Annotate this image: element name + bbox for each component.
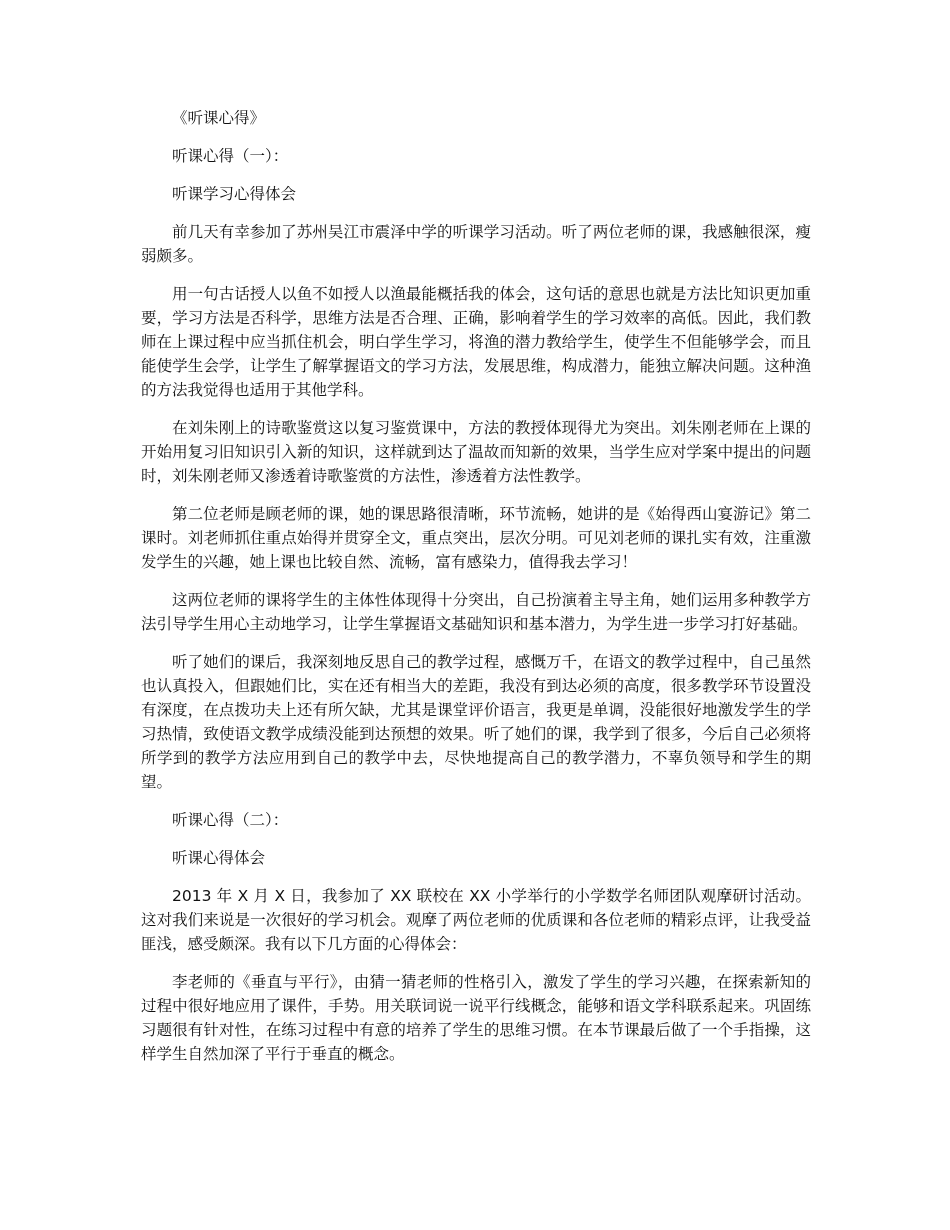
paragraph: 这两位老师的课将学生的主体性体现得十分突出，自己扮演着主导主角，她们运用多种教学方法引导学生用心主动地学习，让学生掌握语文基础知识和基本潜力，为学生进一步学习打好基础。 (141, 591, 811, 633)
paragraph: 在刘朱刚上的诗歌鉴赏这以复习鉴赏课中，方法的教授体现得尤为突出。刘朱刚老师在上课的开始用复习旧知识引入新的知识，这样就到达了温故而知新的效果，当学生应对学案中提出的问题时，刘朱刚老师又渗透着诗歌鉴赏的方法性，渗透着方法性教学。 (141, 419, 811, 485)
section-heading-2: 听课心得（二）： (172, 811, 289, 829)
paragraph: 前几天有幸参加了苏州吴江市震泽中学的听课学习活动。听了两位老师的课，我感触很深，瘦弱颇多。 (141, 223, 811, 265)
section-heading-1: 听课心得（一）： (172, 147, 289, 165)
section-subheading-2: 听课心得体会 (172, 849, 266, 867)
paragraph: 2013 年 X 月 X 日，我参加了 XX 联校在 XX 小学举行的小学数学名师团队观摩研讨活动。这对我们来说是一次很好的学习机会。观摩了两位老师的优质课和各位老师的精彩点评，让我受益匪浅，感受颇深。我有以下几方面的心得体会： (141, 887, 811, 953)
paragraph: 听了她们的课后，我深刻地反思自己的教学过程，感慨万千，在语文的教学过程中，自己虽然也认真投入，但跟她们比，实在还有相当大的差距，我没有到达必须的高度，很多教学环节设置没有深度，在点拨功夫上还有所欠缺，尤其是课堂评价语言，我更是单调，没能很好地激发学生的学习热情，致使语文教学成绩没能到达预想的效果。听了她们的课，我学到了很多，今后自己必须将所学到的教学方法应用到自己的教学中去，尽快地提高自己的教学潜力，不辜负领导和学生的期望。 (141, 653, 811, 791)
paragraph: 李老师的《垂直与平行》，由猜一猜老师的性格引入，激发了学生的学习兴趣，在探索新知的过程中很好地应用了课件，手势。用关联词说一说平行线概念，能够和语文学科联系起来。巩固练习题很有针对性，在练习过程中有意的培养了学生的思维习惯。在本节课最后做了一个手指操，这样学生自然加深了平行于垂直的概念。 (141, 973, 811, 1063)
section-subheading-1: 听课学习心得体会 (172, 185, 297, 203)
paragraph: 用一句古话授人以鱼不如授人以渔最能概括我的体会，这句话的意思也就是方法比知识更加重要，学习方法是否科学，思维方法是否合理、正确，影响着学生的学习效率的高低。因此，我们教师在上课过程中应当抓住机会，明白学生学习，将渔的潜力教给学生，使学生不但能够学会，而且能使学生会学，让学生了解掌握语文的学习方法，发展思维，构成潜力，能独立解决问题。这种渔的方法我觉得也适用于其他学科。 (141, 285, 811, 399)
document-title: 《听课心得》 (172, 109, 266, 127)
paragraph: 第二位老师是顾老师的课，她的课思路很清晰，环节流畅，她讲的是《始得西山宴游记》第二课时。刘老师抓住重点始得并贯穿全文，重点突出，层次分明。可见刘老师的课扎实有效，注重激发学生的兴趣，她上课也比较自然、流畅，富有感染力，值得我去学习！ (141, 505, 811, 571)
document-body (141, 106, 811, 1080)
